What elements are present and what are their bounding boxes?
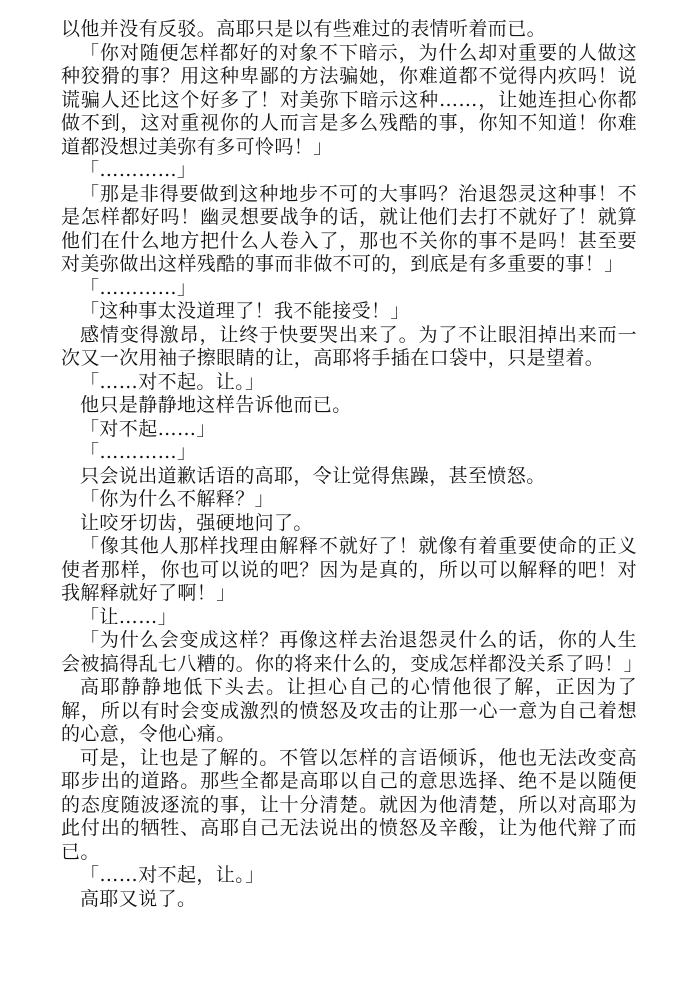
- paragraph: 「让……」: [80, 605, 178, 628]
- paragraph: 「那是非得要做到这种地步不可的大事吗？治退怨灵这种事！不是怎样都好吗！幽灵想要战争的话，就让他们去打不就好了！就算他们在什么地方把什么人卷入了，那也不关你的事不是吗！甚至要对美弥做出这样残酷的事而非做不可的，到底是有多重要的事！」: [61, 182, 637, 275]
- paragraph: 「…………」: [80, 441, 197, 463]
- paragraph: 高耶又说了。: [80, 887, 197, 910]
- paragraph: 只会说出道歉话语的高耶，令让觉得焦躁，甚至愤怒。: [80, 464, 546, 487]
- paragraph: 感情变得激昂，让终于快要哭出来了。为了不让眼泪掉出来而一次又一次用袖子擦眼睛的让，高耶将手插在口袋中，只是望着。: [61, 323, 637, 369]
- paragraph: 「你为什么不解释？」: [80, 488, 275, 510]
- paragraph: 「…………」: [80, 159, 197, 181]
- paragraph: 高耶静静地低下头去。让担心自己的心情他很了解，正因为了解，所以有时会变成激烈的愤怒及攻击的让那一心一意为自己着想的心意，令他心痛。: [61, 676, 637, 745]
- paragraph: 「你对随便怎样都好的对象不下暗示，为什么却对重要的人做这种狡猾的事？用这种卑鄙的方法骗她，你难道都不觉得内疚吗！说谎骗人还比这个好多了！对美弥下暗示这种……，让她连担心你都做不到，这对重视你的人而言是多么残酷的事，你知不知道！你难道都没想过美弥有多可怜吗！」: [61, 41, 637, 158]
- paragraph: 他只是静静地这样告诉他而已。: [80, 394, 352, 416]
- paragraph: 「像其他人那样找理由解释不就好了！就像有着重要使命的正义使者那样，你也可以说的吧？因为是真的，所以可以解释的吧！对我解释就好了啊！」: [61, 535, 637, 604]
- paragraph: 「为什么会变成这样？再像这样去治退怨灵什么的话，你的人生会被搞得乱七八糟的。你的将来什么的，变成怎样都没关系了吗！」: [61, 629, 644, 675]
- paragraph: 以他并没有反驳。高耶只是以有些难过的表情听着而已。: [61, 18, 547, 40]
- paragraph: 可是，让也是了解的。不管以怎样的言语倾诉，他也无法改变高耶步出的道路。那些全都是高耶以自己的意思选择、绝不是以随便的态度随波逐流的事，让十分清楚。就因为他清楚，所以对高耶为此付出的牺牲、高耶自己无法说出的愤怒及辛酸，让为他代辩了而已。: [61, 746, 637, 863]
- paragraph: 「……对不起。让。」: [80, 370, 265, 393]
- paragraph: 「…………」: [80, 276, 197, 299]
- paragraph: 「……对不起，让。」: [80, 864, 265, 886]
- paragraph: 让咬牙切齿，强硬地问了。: [80, 511, 313, 534]
- paragraph: 「对不起……」: [80, 417, 216, 440]
- paragraph: 「这种事太没道理了！我不能接受！」: [80, 300, 410, 322]
- page-body: [61, 18, 644, 911]
